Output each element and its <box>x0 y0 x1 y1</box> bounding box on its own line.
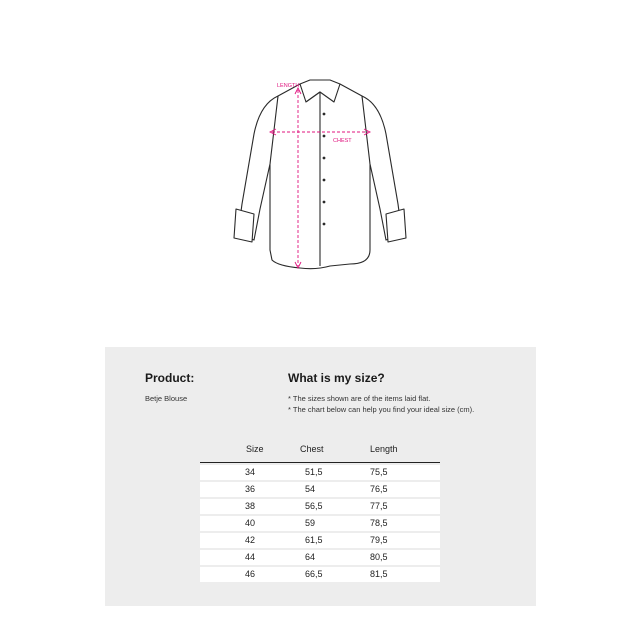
table-row <box>200 499 440 514</box>
shirt-diagram <box>220 74 420 284</box>
table-row <box>200 465 440 480</box>
size-note-2: * The chart below can help you find your ideal size (cm). <box>288 405 475 414</box>
chest-cell: 66,5 <box>305 569 323 579</box>
size-cell: 38 <box>245 501 256 511</box>
table-row <box>200 550 440 565</box>
chest-cell: 54 <box>305 484 316 494</box>
size-cell: 40 <box>245 518 256 528</box>
table-row <box>200 567 440 582</box>
chest-cell: 56,5 <box>305 501 323 511</box>
table-row <box>200 482 440 497</box>
product-heading: Product: <box>145 371 195 385</box>
size-chart-panel <box>105 347 536 606</box>
size-cell: 44 <box>245 552 256 562</box>
size-cell: 36 <box>245 484 256 494</box>
header-size: Size <box>246 444 264 454</box>
size-cell: 46 <box>245 569 256 579</box>
length-cell: 75,5 <box>370 467 388 477</box>
chest-label: CHEST <box>333 138 352 144</box>
length-cell: 76,5 <box>370 484 388 494</box>
chest-cell: 51,5 <box>305 467 323 477</box>
length-cell: 77,5 <box>370 501 388 511</box>
size-note-1: * The sizes shown are of the items laid flat. <box>288 394 431 403</box>
length-cell: 79,5 <box>370 535 388 545</box>
size-cell: 42 <box>245 535 256 545</box>
table-header <box>200 444 440 463</box>
header-chest: Chest <box>300 444 324 454</box>
header-length: Length <box>370 444 398 454</box>
table-row <box>200 516 440 531</box>
chest-cell: 61,5 <box>305 535 323 545</box>
length-label: LENGTH <box>277 83 300 89</box>
size-info-heading: What is my size? <box>288 371 385 385</box>
product-name: Betje Blouse <box>145 394 188 403</box>
size-cell: 34 <box>245 467 256 477</box>
length-cell: 81,5 <box>370 569 388 579</box>
size-table <box>200 444 440 582</box>
table-row <box>200 533 440 548</box>
length-cell: 80,5 <box>370 552 388 562</box>
chest-cell: 64 <box>305 552 316 562</box>
length-cell: 78,5 <box>370 518 388 528</box>
shirt-illustration-icon <box>220 74 420 284</box>
chest-cell: 59 <box>305 518 316 528</box>
